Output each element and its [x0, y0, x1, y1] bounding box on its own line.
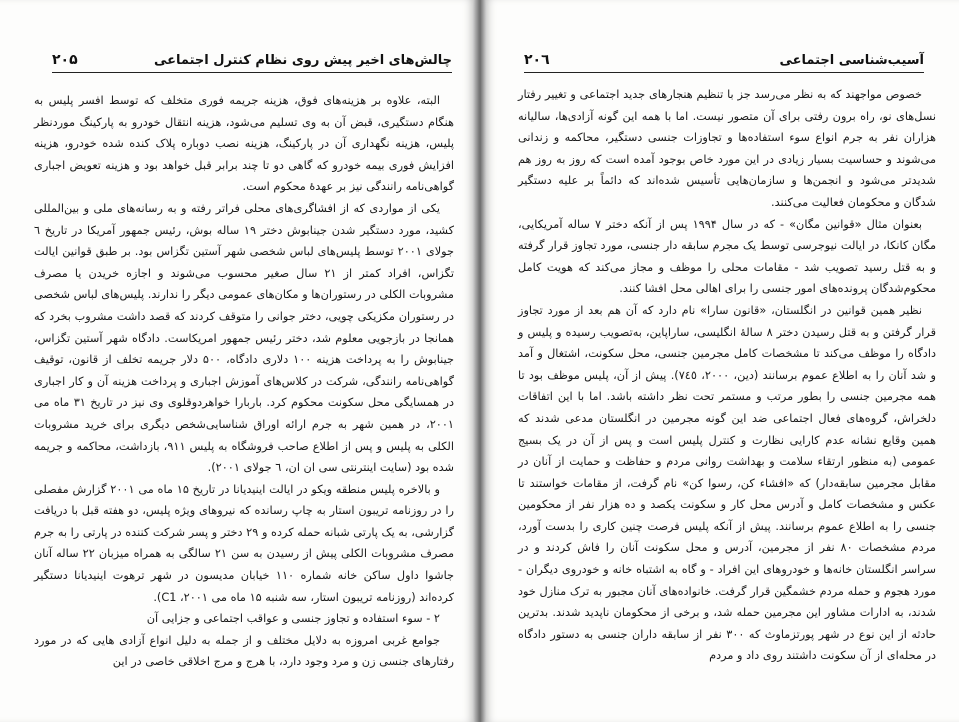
header-rule [52, 72, 452, 73]
section-heading: ۲ - سوء استفاده و تجاوز جنسی و عواقب اجتماعی و جزایی آن [146, 612, 440, 626]
right-page [486, 0, 959, 722]
paragraph: نظیر همین قوانین در انگلستان، «قانون سارا» نام دارد که آن هم بعد از مورد تجاوز قرار گرفتن و به قتل رسیدن دختر ۸ سالهٔ انگلیسی، سارا‌پاین، به‌تصویب رسیده و پلیس و دادگاه را موظف می‌کند تا مشخصات کامل مجرمین جنسی، محل سکونت، اشتغال و آمد و شد آنان را به اطلاع عموم برسانند (دین، ۲۰۰۰، ۷٤٥). پیش از آن، پلیس موظف بود تا همه مجرمین جنسی را بطور مرتب و مستمر تحت نظر داشته باشد. اما با این اتفاقات دلخراش، گروه‌های فعال اجتماعی ضد این گونه مجرمین در انگلستان مدعی شدند که همین وقایع نشانه عدم کارایی نظارت و کنترل پلیس است و پس از آن در یک بسیج عمومی (به منظور ارتقاء سلامت و بهداشت روانی مردم و حفاظت و حمایت از آنان در مقابل مجرمین سابقه‌دار) که «افشاء کن، رسوا کن» نام گرفت، از مقامات خواستند تا عکس و مشخصات کامل و آدرس محل کار و سکونت یکصد و ده هزار نفر از محکومین جنسی را به اطلاع عموم برسانند. پیش از آنکه پلیس فرصت چنین کاری را بدست آورد، مردم مشخصات ۸۰ نفر از مجرمین، آدرس و محل سکونت آنان را فاش کردند و در سراسر انگلستان خانه‌ها و خودروهای این افراد - و گاه به اشتباه خانه و خودروی دیگران - مورد هجوم و حمله مردم خشمگین قرار گرفت. خانواده‌های آنان مجبور به ترک منازل خود شدند، به ادارات مشاور این مجرمین حمله شد، و برخی از محکومان ناپدید شدند. بدترین حادثه از این نوع در شهر پورتزماوث که ۳۰۰ نفر از سابقه داران جنسی به دستور دادگاه در محله‌ای از آن سکونت داشتند روی داد و مردم [518, 303, 936, 663]
header-title: چالش‌های اخیر پیش روی نظام کنترل اجتماعی [154, 53, 452, 68]
page-number: ۲۰۵ [52, 52, 78, 68]
body-text [34, 90, 454, 673]
page-header [52, 46, 452, 68]
left-page [0, 0, 473, 722]
paragraph: بعنوان مثال «قوانین مگان» - که در سال ۱۹۹۴ پس از آنکه دختر ۷ ساله آمریکایی، مگان کانکا، در ایالت نیوجرسی توسط یک مجرم سابقه دار جنسی، مورد تجاوز قرار گرفته و به قتل رسید تصویب شد - مقامات محلی را موظف و مجاز می‌کند که هویت کامل محکوم‌شدگان پرونده‌های امور جنسی را برای اهالی محل افشا کنند. [518, 217, 936, 296]
paragraph: البته، علاوه بر هزینه‌های فوق، هزینه جریمه فوری متخلف که توسط افسر پلیس به هنگام دستگیری، قبض آن به وی تسلیم می‌شود، هزینه انتقال خودرو به پارکینگ موردنظر پلیس، هزینه نگهداری آن در پارکینگ، هزینه نصب دوباره پلاک کنده شده خودرو، هزینه افزایش فوری بیمه خودرو که گاهی دو تا چند برابر قبل خواهد بود و هزینه تعویض اجباری گواهی‌نامه رانندگی نیز بر عهدهٔ محکوم است. [34, 94, 454, 194]
paragraph: و بالاخره پلیس منطقه ویکو در ایالت اینیدیانا در تاریخ ۱۵ ماه می ۲۰۰۱ گزارش مفصلی را در روزنامه تریبون استار به چاپ رسانده که نیروهای ویژه پلیس، دو هفته قبل با دریافت گزارشی، به یک پارتی شبانه حمله کرده و ۲۹ دختر و پسر شرکت کننده در پارتی را به جرم مصرف مشروبات الکلی پیش از رسیدن به سن ۲۱ سالگی به همراه میزبان ۲۲ ساله آنان جاشوا داول ساکن خانه شماره ۱۱۰ خیابان مدیسون در شهر ترهوت اینیدیانا دستگیر کرده‌اند (روزنامه تریبون استار، سه شنبه ۱۵ ماه می ۲۰۰۱، C1). [34, 482, 455, 604]
header-title: آسیب‌شناسی اجتماعی [779, 53, 924, 68]
paragraph: یکی از مواردی که از افشاگری‌های محلی فراتر رفته و به رسانه‌های ملی و بین‌المللی کشید، مورد دستگیر شدن جینابوش دختر ۱۹ ساله بوش، رئیس جمهور آمریکا در تاریخ ٦ جولای ۲۰۰۱ توسط پلیس‌های لباس شخصی شهر آستین تگزاس بود. بر طبق قوانین ایالت تگزاس، افراد کمتر از ۲۱ سال صغیر محسوب می‌شوند و اجازه خریدن یا مصرف مشروبات الکلی در رستوران‌ها و مکان‌های عمومی دیگر را ندارند. پلیس‌های لباس شخصی در رستوران مکزیکی چویی، دختر جوانی را متوقف کردند که قصد داشت مشروب بخرد که همانجا در بازجویی معلوم شد، دختر رئیس جمهور امریکاست. دادگاه شهر آستین تگزاس، جینابوش را به پرداخت هزینه ۱۰۰ دلاری دادگاه، ۵۰۰ دلار جریمه تخلف از قانون، توقیف گواهی‌نامه رانندگی، شرکت در کلاس‌های آموزش اجباری و پرداخت هزینه آن و کار اجباری در همسایگی محل سکونت محکوم کرد. باربارا خواهردوقلوی وی نیز در تاریخ ۳۱ ماه می ۲۰۰۱، در همین شهر به جرم ارائه اوراق شناسایی‌شخص دیگری برای خرید مشروبات الکلی به پلیس و پس از اطلاع صاحب فروشگاه به پلیس ۹۱۱، بازداشت، محاکمه و جریمه شده بود (سایت اینترنتی سی ان ان، ٦ جولای ۲۰۰۱). [34, 201, 454, 475]
page-header [524, 46, 924, 68]
paragraph: جوامع غربی امروزه به دلایل مختلف و از جمله به دلیل انواع آزادی هایی که در مورد رفتارهای جنسی زن و مرد وجود دارد، با هرج و مرج اخلاقی خاصی در این [34, 633, 454, 669]
page-number: ۲۰٦ [524, 52, 550, 68]
paragraph: خصوص مواجهند که به نظر می‌رسد جز با تنظیم هنجارهای جدید اجتماعی و تغییر رفتار نسل‌های نو، راه برون رفتی برای آن متصور نیست. اما با همه این گونه آزادی‌ها، سالیانه هزاران نفر به جرم انواع سوء استفاده‌ها و تجاوزات جنسی دستگیر، محاکمه و زندانی می‌شوند و حساسیت بسیار زیادی در این مورد خاص بوجود آمده است که روز به روز هم شدیدتر می‌شود و انجمن‌ها و سازمان‌هایی تأسیس شده‌اند که دائماً بر علیه دستگیر شدگان و محکومان فعالیت می‌کنند. [518, 88, 936, 209]
body-text [518, 84, 936, 667]
header-rule [524, 72, 924, 73]
book-gutter [473, 0, 486, 722]
